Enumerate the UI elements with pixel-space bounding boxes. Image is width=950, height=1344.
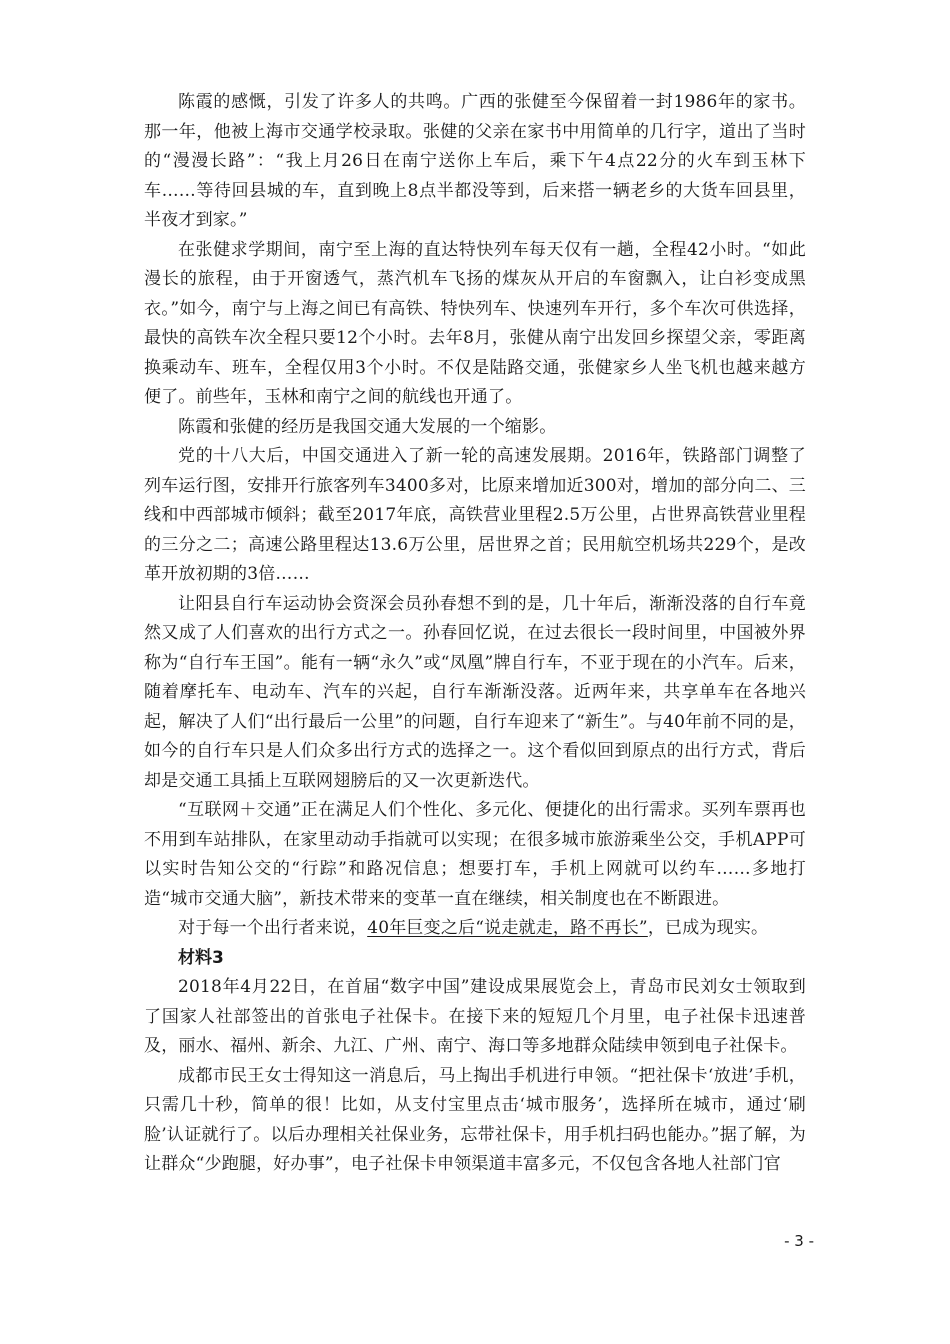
paragraph-2: 在张健求学期间，南宁至上海的直达特快列车每天仅有一趟，全程42小时。“如此漫长的旅程，由于开窗透气，蒸汽机车飞扬的煤灰从开启的车窗飘入，让白衫变成黑衣。”如今，南宁与上海之间已有高铁、特快列车、快速列车开行，多个车次可供选择，最快的高铁车次全程只要12个小时。去年8月，张健从南宁出发回乡探望父亲，零距离换乘动车、班车，全程仅用3个小时。不仅是陆路交通，张健家乡人坐飞机也越来越方便了。前些年，玉林和南宁之间的航线也开通了。 <box>144 239 806 407</box>
paragraph-8: 2018年4月22日，在首届“数字中国”建设成果展览会上，青岛市民刘女士领取到了国家人社部签出的首张电子社保卡。在接下来的短短几个月里，电子社保卡迅速普及，丽水、福州、新余、九江、广州、南宁、海口等多地群众陆续申领到电子社保卡。 <box>144 977 806 1056</box>
paragraph-7 <box>144 914 806 944</box>
paragraph-7-lead: 对于每一个出行者来说， <box>178 918 368 938</box>
page-number: - 3 - <box>784 1232 814 1250</box>
paragraph-3: 陈霞和张健的经历是我国交通大发展的一个缩影。 <box>178 416 557 437</box>
paragraph-5: 让阳县自行车运动协会资深会员孙春想不到的是，几十年后，渐渐没落的自行车竟然又成了人们喜欢的出行方式之一。孙春回忆说，在过去很长一段时间里，中国被外界称为“自行车王国”。能有一辆“永久”或“凤凰”牌自行车，不亚于现在的小汽车。后来，随着摩托车、电动车、汽车的兴起，自行车渐渐没落。近两年来，共享单车在各地兴起，解决了人们“出行最后一公里”的问题，自行车迎来了“新生”。与40年前不同的是，如今的自行车只是人们众多出行方式的选择之一。这个看似回到原点的出行方式，背后却是交通工具插上互联网翅膀后的又一次更新迭代。 <box>144 593 806 791</box>
underlined-phrase: 40年巨变之后“说走就走，路不再长” <box>367 918 648 938</box>
paragraph-1: 陈霞的感慨，引发了许多人的共鸣。广西的张健至今保留着一封1986年的家书。那一年，他被上海市交通学校录取。张健的父亲在家书中用简单的几行字，道出了当时的“漫漫长路”：“我上月26日在南宁送你上车后，乘下午4点22分的火车到玉林下车……等待回县城的车，直到晚上8点半都没等到，后来搭一辆老乡的大货车回县里，半夜才到家。” <box>144 92 806 230</box>
paragraph-4: 党的十八大后，中国交通进入了新一轮的高速发展期。2016年，铁路部门调整了列车运行图，安排开行旅客列车3400多对，比原来增加近300对，增加的部分向二、三线和中西部城市倾斜；截至2017年底，高铁营业里程2.5万公里，占世界高铁营业里程的三分之二；高速公路里程达13.6万公里，居世界之首；民用航空机场共229个，是改革开放初期的3倍…… <box>144 446 806 584</box>
paragraph-6: “互联网＋交通”正在满足人们个性化、多元化、便捷化的出行需求。买列车票再也不用到车站排队，在家里动动手指就可以实现；在很多城市旅游乘坐公交，手机APP可以实时告知公交的“行踪”和路况信息；想要打车，手机上网就可以约车……多地打造“城市交通大脑”，新技术带来的变革一直在继续，相关制度也在不断跟进。 <box>144 800 806 909</box>
document-body <box>144 88 806 1180</box>
paragraph-9: 成都市民王女士得知这一消息后，马上掏出手机进行申领。“把社保卡‘放进’手机，只需几十秒，简单的很！比如，从支付宝里点击‘城市服务’，选择所在城市，通过‘刷脸’认证就行了。以后办理相关社保业务，忘带社保卡，用手机扫码也能办。”据了解，为让群众“少跑腿，好办事”，电子社保卡申领渠道丰富多元，不仅包含各地人社部门官 <box>144 1065 806 1174</box>
material-3-heading: 材料3 <box>178 947 224 968</box>
paragraph-7-tail: ，已成为现实。 <box>647 918 769 938</box>
